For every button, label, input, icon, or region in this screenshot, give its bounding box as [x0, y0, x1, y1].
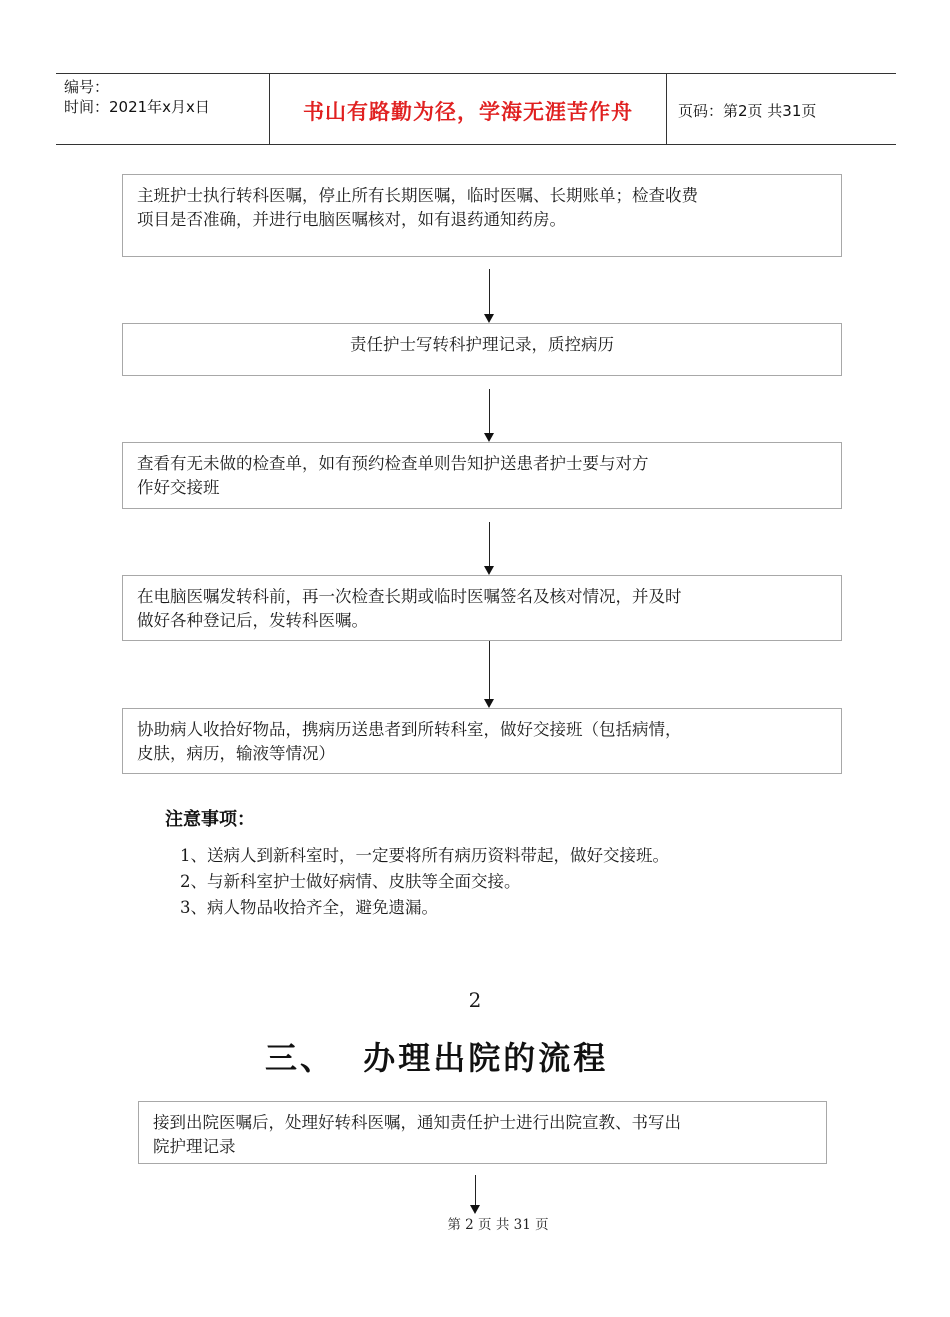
- flow-step-4: [122, 575, 842, 641]
- flow-arrow: [489, 389, 490, 440]
- document-number: 编号：: [64, 78, 110, 96]
- flow-step-2: [122, 323, 842, 376]
- flow-step-text: 查看有无未做的检查单，如有预约检查单则告知护送患者护士要与对方: [137, 454, 649, 473]
- note-item: 1、送病人到新科室时，一定要将所有病历资料带起，做好交接班。: [180, 846, 669, 865]
- document-time: 时间：2021年x月x日: [64, 98, 210, 116]
- section-title: 三、 办理出院的流程: [265, 1039, 609, 1077]
- flow-arrow: [475, 1175, 476, 1212]
- flow-arrow: [489, 522, 490, 573]
- header-page-info: 页码：第2页 共31页: [678, 102, 817, 120]
- flow-step-text: 接到出院医嘱后，处理好转科医嘱，通知责任护士进行出院宣教、书写出: [153, 1113, 681, 1132]
- flow-step-text: 院护理记录: [153, 1137, 236, 1156]
- flow-step-text: 责任护士写转科护理记录，质控病历: [350, 335, 614, 354]
- header-divider: [666, 73, 667, 145]
- flow-arrow: [489, 269, 490, 321]
- note-item: 2、与新科室护士做好病情、皮肤等全面交接。: [180, 872, 521, 891]
- page-number: 2: [468, 988, 482, 1012]
- flow-step-text: 做好各种登记后，发转科医嘱。: [137, 611, 368, 630]
- header-motto: 书山有路勤为径，学海无涯苦作舟: [303, 100, 633, 124]
- flow-step-text: 作好交接班: [137, 478, 220, 497]
- flow-step-3: [122, 442, 842, 509]
- flow-step-text: 项目是否准确，并进行电脑医嘱核对，如有退药通知药房。: [137, 210, 566, 229]
- flow-step-text: 在电脑医嘱发转科前，再一次检查长期或临时医嘱签名及核对情况，并及时: [137, 587, 682, 606]
- header-bottom-rule: [56, 144, 896, 145]
- flow-step-text: 皮肤，病历，输液等情况）: [137, 744, 335, 763]
- notes-list: [180, 843, 669, 921]
- page-footer: 第 2 页 共 31 页: [447, 1217, 549, 1233]
- header-top-rule: [56, 73, 896, 74]
- header-meta: [64, 77, 210, 117]
- notes-title: 注意事项：: [165, 809, 255, 830]
- flow-step-text: 主班护士执行转科医嘱，停止所有长期医嘱，临时医嘱、长期账单；检查收费: [137, 186, 698, 205]
- flow-step-text: 协助病人收拾好物品，携病历送患者到所转科室，做好交接班（包括病情，: [137, 720, 682, 739]
- flow-step-5: [122, 708, 842, 774]
- discharge-step-1: [138, 1101, 827, 1164]
- flow-arrow: [489, 641, 490, 706]
- note-item: 3、病人物品收拾齐全，避免遗漏。: [180, 898, 438, 917]
- flow-step-1: [122, 174, 842, 257]
